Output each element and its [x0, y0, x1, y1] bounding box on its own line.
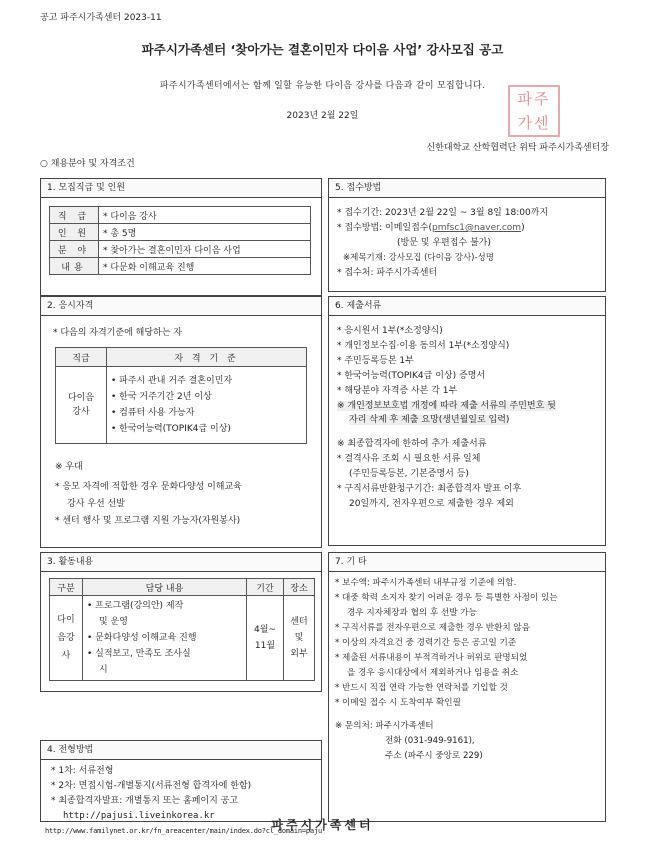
activity-box	[40, 552, 322, 692]
recruit-title: 1. 모집직급 및 인원	[41, 179, 321, 198]
criteria-cell: • 파주시 관내 거주 결혼이민자 • 한국 거주기간 2년 이상 • 컴퓨터 사용 가능자 • 한국어능력(TOPIK4급 이상)	[107, 367, 307, 444]
preference-list: * 응모 자격에 적합한 경우 문화다양성 이해교육 강사 우선 선발 * 센터 행사 및 프로그램 지원 가능자(자원봉사)	[55, 482, 242, 526]
recruit-box	[40, 178, 322, 296]
official-seal: 파주 가센	[508, 85, 560, 137]
etc-box	[328, 552, 606, 822]
column-header: 자 격 기 준	[107, 348, 307, 367]
application-title: 5. 접수방법	[329, 179, 605, 198]
column-header: 기간	[247, 579, 284, 596]
row-value: * 찾아가는 결혼이민자 다이음 사업	[99, 241, 311, 258]
page-title: 파주시가족센터 ‘찾아가는 결혼이민자 다이음 사업’ 강사모집 공고	[141, 42, 504, 57]
documents-title: 6. 제출서류	[329, 297, 605, 316]
qualification-lead: * 다음의 자격기준에 해당하는 자	[53, 328, 182, 338]
table-row	[50, 596, 315, 681]
issuer: 신한대학교 산학협력단 위탁 파주시가족센터장	[426, 143, 609, 153]
footer-center-name: 파주시가족센터	[271, 818, 374, 832]
notice-date: 2023년 2월 22일	[286, 111, 359, 121]
row-label: 직 급	[50, 207, 99, 224]
application-list: * 접수기간: 2023년 2월 22일 ~ 3월 8일 18:00까지 * 접수방법: 이메일접수(pmfsc1@naver.com) (방문 및 우편접수 불가) ※제목기재: 강사모집 (다이음 강사)-성명 * 접수처: 파주시가족센터	[337, 208, 549, 278]
period-cell: 4월~ 11월	[247, 596, 284, 681]
row-value: * 다문화 이해교육 진행	[99, 258, 311, 275]
column-header: 구분	[50, 579, 83, 596]
table-row	[50, 241, 311, 258]
preference-title: ※ 우대	[55, 462, 83, 472]
homepage-link[interactable]: http://pajusi.liveinkorea.kr	[63, 811, 215, 821]
qualification-title: 2. 응시자격	[41, 297, 321, 316]
column-header: 장소	[284, 579, 315, 596]
table-row	[50, 207, 311, 224]
selection-title: 4. 전형방법	[41, 741, 321, 760]
column-header: 담당 내용	[83, 579, 247, 596]
contact-phone: 전화 (031-949-9161),	[385, 736, 475, 746]
documents-box	[328, 296, 606, 546]
kind-cell: 다이 음강 사	[50, 596, 83, 681]
application-box	[328, 178, 606, 292]
intro-text: 파주시가족센터에서는 함께 일할 유능한 다이음 강사를 다음과 같이 모집합니다.	[159, 81, 486, 91]
documents-list: * 응시원서 1부(*소정양식) * 개인정보수집·이용 동의서 1부(*소정양식) * 주민등록등본 1부 * 한국어능력(TOPIK4급 이상) 증명서 * 해당분야 자격증 사본 각 1부 ※ 개인정보보호법 개정에 따라 제출 서류의 주민번호 뒷 자리 삭제 후 제출 요망(생년월일로 입력) ※ 최종합격자에 한하여 추가 제출서류 * 결격사유 조회 시 필요한 서류 일체 (주민등록등본, 기본증명서 등) * 구직서류반환청구기간: 최종합격자 발표 이후 20일까지, 전자우편으로 제출한 경우 제외	[337, 324, 605, 512]
row-label: 분 야	[50, 241, 99, 258]
table-row	[50, 579, 315, 596]
column-header: 직급	[56, 348, 107, 367]
qualification-box	[40, 296, 322, 548]
familynet-link[interactable]: http://www.familynet.or.kr/fn_areacenter/main/index.do?cl_domain=paju	[45, 827, 322, 835]
table-row	[50, 258, 311, 275]
row-value: * 총 5명	[99, 224, 311, 241]
contact-address: 주소 (파주시 중앙로 229)	[385, 751, 483, 761]
selection-list: * 1차: 서류전형 * 2차: 면접시험-개별통지(서류전형 합격자에 한함) * 최종합격자발표: 개별통지 또는 홈페이지 공고 http://pajusi.liveinkorea.kr http://www.familynet.or.kr/fn_areacenter/main/index.do?cl_domain=paju	[51, 764, 321, 839]
place-cell: 센터 및 외부	[284, 596, 315, 681]
etc-title: 7. 기 타	[329, 553, 605, 572]
row-label: 내용	[50, 258, 99, 275]
row-label: 인 원	[50, 224, 99, 241]
etc-list: * 보수액: 파주시가족센터 내부규정 기준에 의함. * 대중 학력 소지자 찾기 어려운 경우 등 특별한 사정이 있는 경우 지자체장과 협의 후 선발 가능 * 구직서류를 전자우편으로 제출한 경우 반환치 않음 * 이상의 자격요건 중 경력기간 등은 공고일 기준 * 제출된 서류내용이 부적격하거나 허위로 판명되었 을 경우 응시대상에서 제외하거나 임용을 취소 * 반드시 직접 연락 가능한 연락처를 기입할 것 * 이메일 접수 시 도착여부 확인필 ※ 문의처: 파주시가족센터 전화 (031-949-9161), 주소 (파주시 중앙로 229)	[335, 576, 605, 764]
row-value: * 다이음 강사	[99, 207, 311, 224]
privacy-note: ※ 개인정보보호법 개정에 따라 제출 서류의 주민번호 뒷	[337, 401, 556, 411]
table-row	[56, 348, 307, 367]
recruit-table	[49, 206, 311, 275]
section-heading: ○ 채용분야 및 자격조건	[40, 159, 135, 169]
table-row	[50, 224, 311, 241]
duties-cell: • 프로그램(강의안) 제작 및 운영 • 문화다양성 이해교육 진행 • 실적보고, 만족도 조사실 시	[83, 596, 247, 681]
email-link[interactable]: pmfsc1@naver.com	[432, 223, 522, 233]
contact-title: ※ 문의처: 파주시가족센터	[335, 721, 434, 731]
activity-table	[49, 578, 315, 681]
table-row	[56, 367, 307, 444]
activity-title: 3. 활동내용	[41, 553, 321, 572]
rank-cell: 다이음 강사	[56, 367, 107, 444]
selection-box-frame	[40, 740, 322, 835]
qualification-table	[55, 347, 307, 444]
document-number: 공고 파주시가족센터 2023-11	[40, 13, 162, 23]
